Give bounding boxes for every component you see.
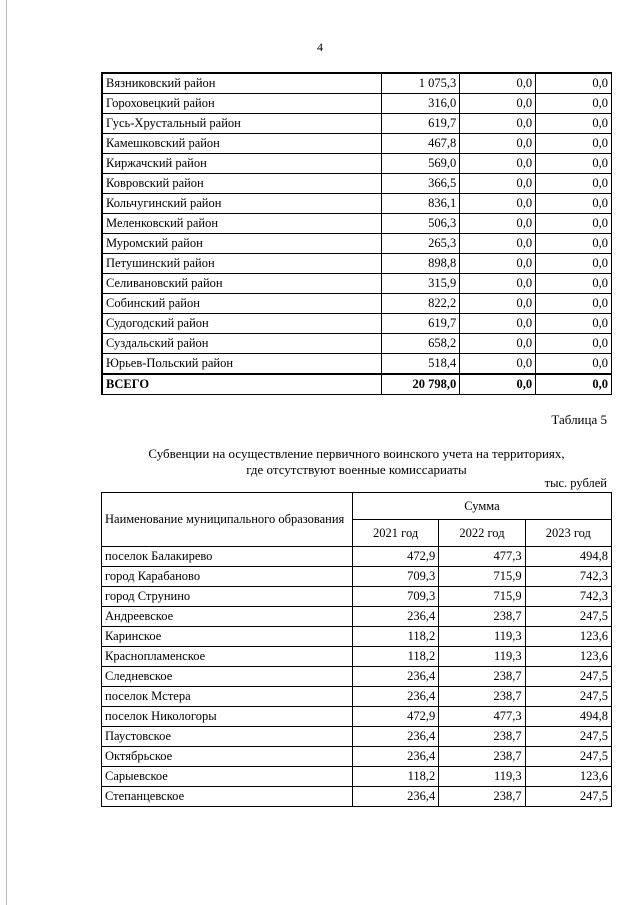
units-label: тыс. рублей (544, 476, 607, 490)
page-number: 4 (317, 40, 323, 54)
row-value: 238,7 (439, 747, 525, 767)
row-value: 236,4 (352, 607, 438, 627)
row-value: 472,9 (352, 547, 438, 567)
row-value: 477,3 (439, 707, 525, 727)
row-value: 494,8 (525, 707, 611, 727)
row-value: 0,0 (460, 334, 536, 354)
subvention-table (101, 492, 612, 807)
row-value: 0,0 (536, 154, 612, 174)
row-value: 238,7 (439, 667, 525, 687)
header-year: 2023 год (525, 520, 611, 547)
row-name: Следневское (102, 667, 353, 687)
table-row (102, 547, 612, 567)
table-row (102, 687, 612, 707)
header-year: 2022 год (439, 520, 525, 547)
row-value: 619,7 (382, 114, 460, 134)
row-value: 0,0 (536, 274, 612, 294)
table-row (102, 294, 612, 314)
row-value: 0,0 (536, 334, 612, 354)
row-value: 506,3 (382, 214, 460, 234)
row-value: 0,0 (536, 294, 612, 314)
table-row (102, 707, 612, 727)
row-value: 715,9 (439, 567, 525, 587)
row-value: 123,6 (525, 627, 611, 647)
row-value: 118,2 (352, 647, 438, 667)
table-row (102, 114, 612, 134)
row-name: Кольчугинский район (102, 194, 382, 214)
row-value: 236,4 (352, 747, 438, 767)
row-value: 477,3 (439, 547, 525, 567)
row-name: поселок Мстера (102, 687, 353, 707)
row-value: 236,4 (352, 787, 438, 807)
row-value: 123,6 (525, 767, 611, 787)
row-value: 619,7 (382, 314, 460, 334)
table-row (102, 587, 612, 607)
table-row (102, 354, 612, 375)
row-value: 118,2 (352, 627, 438, 647)
table-row (102, 334, 612, 354)
row-name: город Карабаново (102, 567, 353, 587)
row-value: 0,0 (536, 174, 612, 194)
row-value: 0,0 (460, 114, 536, 134)
row-value: 494,8 (525, 547, 611, 567)
table-row (102, 627, 612, 647)
row-value: 118,2 (352, 767, 438, 787)
row-value: 0,0 (460, 254, 536, 274)
table-row (102, 274, 612, 294)
row-value: 1 075,3 (382, 73, 460, 94)
row-value: 0,0 (460, 94, 536, 114)
row-value: 0,0 (536, 214, 612, 234)
table-row (102, 647, 612, 667)
row-value: 238,7 (439, 727, 525, 747)
row-name: Юрьев-Польский район (102, 354, 382, 375)
row-name: Паустовское (102, 727, 353, 747)
row-value: 236,4 (352, 687, 438, 707)
row-value: 316,0 (382, 94, 460, 114)
row-value: 742,3 (525, 567, 611, 587)
row-value: 236,4 (352, 667, 438, 687)
table-caption (101, 446, 612, 478)
row-name: Меленковский район (102, 214, 382, 234)
total-label: ВСЕГО (102, 374, 382, 395)
table-row (102, 214, 612, 234)
row-value: 247,5 (525, 727, 611, 747)
row-name: Камешковский район (102, 134, 382, 154)
header-name: Наименование муниципального образования (102, 493, 353, 547)
row-name: Вязниковский район (102, 73, 382, 94)
scan-edge-line (6, 0, 7, 905)
row-name: Краснопламенское (102, 647, 353, 667)
table-row (102, 154, 612, 174)
row-value: 472,9 (352, 707, 438, 727)
row-value: 898,8 (382, 254, 460, 274)
row-value: 123,6 (525, 647, 611, 667)
row-name: Селивановский район (102, 274, 382, 294)
row-name: Ковровский район (102, 174, 382, 194)
row-name: Петушинский район (102, 254, 382, 274)
district-table (101, 72, 612, 395)
row-value: 569,0 (382, 154, 460, 174)
total-value: 20 798,0 (382, 374, 460, 395)
table-row (102, 667, 612, 687)
row-name: Гороховецкий район (102, 94, 382, 114)
table-row (102, 567, 612, 587)
caption-line-1: Субвенции на осуществление первичного воинского учета на территориях, (148, 446, 565, 461)
row-value: 0,0 (536, 354, 612, 375)
table-row (102, 234, 612, 254)
header-sum: Сумма (352, 493, 611, 520)
row-value: 0,0 (460, 274, 536, 294)
row-value: 247,5 (525, 747, 611, 767)
row-value: 0,0 (460, 214, 536, 234)
header-year: 2021 год (352, 520, 438, 547)
row-value: 709,3 (352, 567, 438, 587)
table-row (102, 174, 612, 194)
row-value: 0,0 (460, 194, 536, 214)
row-name: Степанцевское (102, 787, 353, 807)
row-name: Андреевское (102, 607, 353, 627)
total-value: 0,0 (460, 374, 536, 395)
table-row (102, 314, 612, 334)
row-value: 0,0 (536, 234, 612, 254)
table-row (102, 73, 612, 94)
row-value: 0,0 (460, 294, 536, 314)
table-row (102, 94, 612, 114)
row-value: 0,0 (460, 314, 536, 334)
row-value: 0,0 (460, 234, 536, 254)
row-value: 658,2 (382, 334, 460, 354)
total-row (102, 374, 612, 395)
row-value: 119,3 (439, 647, 525, 667)
row-name: Муромский район (102, 234, 382, 254)
table-label: Таблица 5 (551, 412, 607, 427)
row-name: поселок Никологоры (102, 707, 353, 727)
table-row (102, 607, 612, 627)
row-value: 366,5 (382, 174, 460, 194)
row-value: 0,0 (536, 134, 612, 154)
row-value: 0,0 (460, 174, 536, 194)
row-value: 822,2 (382, 294, 460, 314)
row-value: 0,0 (536, 114, 612, 134)
row-name: Каринское (102, 627, 353, 647)
table-row (102, 747, 612, 767)
row-value: 0,0 (536, 194, 612, 214)
row-value: 836,1 (382, 194, 460, 214)
row-value: 265,3 (382, 234, 460, 254)
table-row (102, 134, 612, 154)
row-value: 518,4 (382, 354, 460, 375)
row-name: Суздальский район (102, 334, 382, 354)
row-value: 0,0 (460, 134, 536, 154)
row-value: 236,4 (352, 727, 438, 747)
row-value: 0,0 (536, 73, 612, 94)
row-name: город Струнино (102, 587, 353, 607)
row-value: 0,0 (536, 314, 612, 334)
row-value: 315,9 (382, 274, 460, 294)
table-row (102, 727, 612, 747)
table-row (102, 787, 612, 807)
table-row (102, 254, 612, 274)
row-value: 119,3 (439, 627, 525, 647)
caption-line-2: где отсутствуют военные комиссариаты (246, 462, 467, 477)
row-value: 247,5 (525, 787, 611, 807)
row-name: Собинский район (102, 294, 382, 314)
row-name: Сарыевское (102, 767, 353, 787)
table-row (102, 767, 612, 787)
row-value: 238,7 (439, 607, 525, 627)
row-value: 238,7 (439, 787, 525, 807)
row-value: 0,0 (536, 254, 612, 274)
total-value: 0,0 (536, 374, 612, 395)
row-value: 0,0 (460, 73, 536, 94)
row-value: 0,0 (536, 94, 612, 114)
row-name: Гусь-Хрустальный район (102, 114, 382, 134)
row-value: 247,5 (525, 687, 611, 707)
row-name: поселок Балакирево (102, 547, 353, 567)
row-name: Киржачский район (102, 154, 382, 174)
row-value: 119,3 (439, 767, 525, 787)
row-name: Октябрьское (102, 747, 353, 767)
row-value: 238,7 (439, 687, 525, 707)
row-value: 0,0 (460, 154, 536, 174)
row-value: 709,3 (352, 587, 438, 607)
row-value: 0,0 (460, 354, 536, 375)
row-value: 742,3 (525, 587, 611, 607)
row-value: 715,9 (439, 587, 525, 607)
row-name: Судогодский район (102, 314, 382, 334)
row-value: 247,5 (525, 667, 611, 687)
row-value: 247,5 (525, 607, 611, 627)
row-value: 467,8 (382, 134, 460, 154)
table-row (102, 194, 612, 214)
